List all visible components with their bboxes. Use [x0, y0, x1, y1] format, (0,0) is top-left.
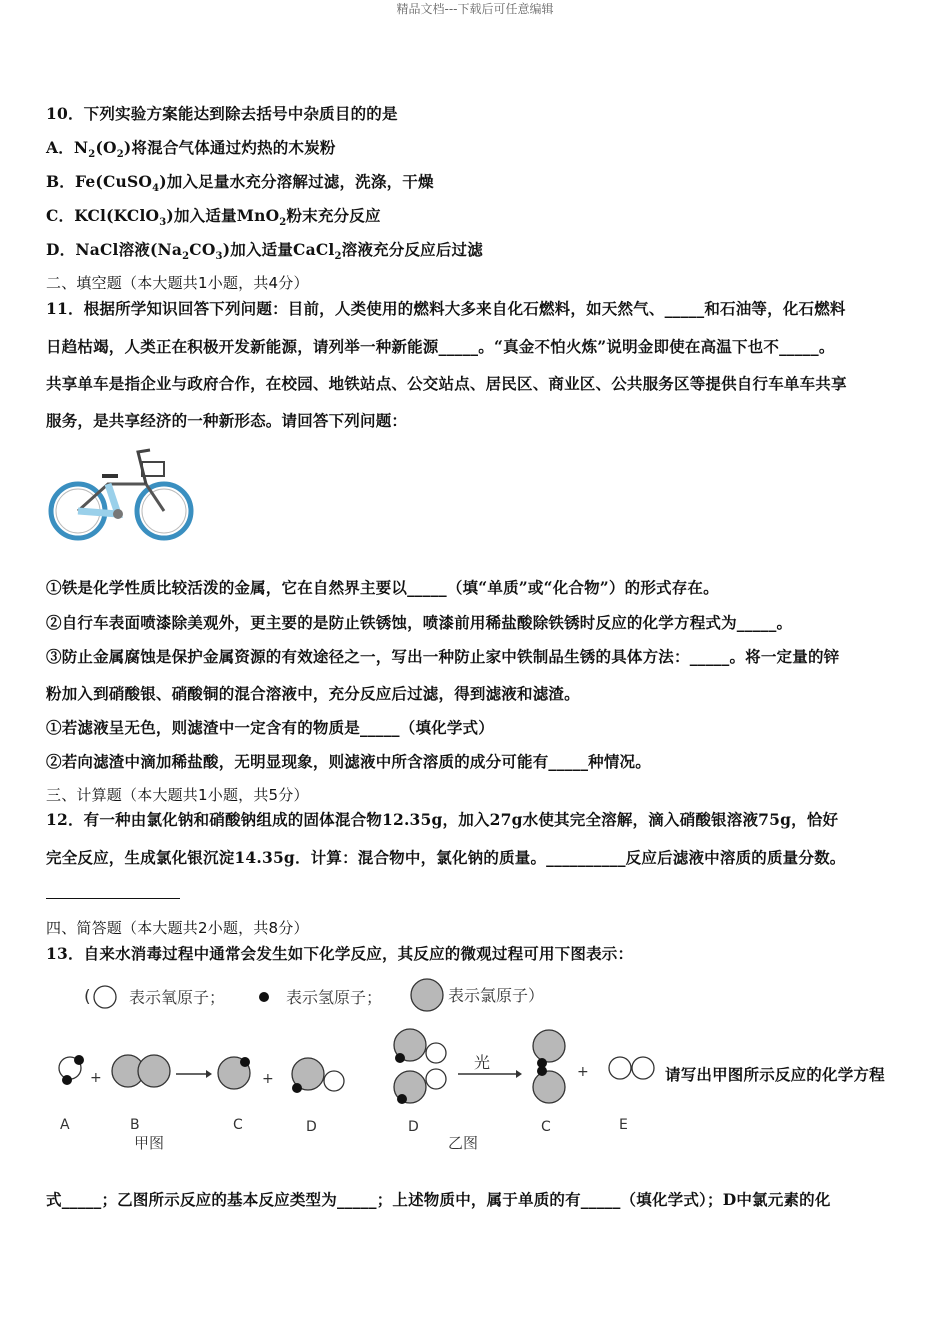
svg-text:A: A	[60, 1117, 70, 1133]
q12-line-2: 完全反应，生成氯化银沉淀14.35g．计算：混合物中，氯化钠的质量。__________反应后滤液中溶质的质量分数。	[46, 848, 846, 867]
q11-sub-4: ①若滤液呈无色，则滤渣中一定含有的物质是_____（填化学式）	[46, 718, 494, 737]
q12-line-1: 12．有一种由氯化钠和硝酸钠组成的固体混合物12.35g，加入27g水使其完全溶解，滴入硝酸银溶液75g，恰好	[46, 810, 839, 829]
q13-tail-right: 请写出甲图所示反应的化学方程	[665, 1065, 885, 1084]
section-2-title: 二、填空题（本大题共1小题，共4分）	[46, 274, 309, 292]
legend-chlorine-label: 表示氯原子）	[448, 986, 545, 1005]
q10-option-a: A．$N_2(O_2)$将混合气体通过灼热的木炭粉	[46, 138, 336, 161]
q11-sub-2: ②自行车表面喷漆除美观外，更主要的是防止铁锈蚀，喷漆前用稀盐酸除铁锈时反应的化学方程式为_____。	[46, 613, 793, 632]
light-condition: 光	[474, 1053, 491, 1072]
shared-bicycle-image	[46, 444, 196, 546]
legend-oxygen-atom	[94, 986, 116, 1008]
svg-text:C: C	[541, 1119, 551, 1135]
svg-text:D: D	[408, 1119, 419, 1135]
q11-sub-3a: ③防止金属腐蚀是保护金属资源的有效途径之一，写出一种防止家中铁制品生锈的具体方法：_____。将一定量的锌	[46, 647, 840, 666]
q11-line-2: 日趋枯竭，人类正在积极开发新能源，请列举一种新能源_____。“真金不怕火炼”说明金即使在高温下也不_____。	[46, 337, 835, 356]
section-4-title: 四、简答题（本大题共2小题，共8分）	[46, 919, 309, 937]
svg-text:+: +	[577, 1064, 589, 1080]
svg-text:+: +	[262, 1071, 274, 1087]
q11-sub-5: ②若向滤渣中滴加稀盐酸，无明显现象，则滤液中所含溶质的成分可能有_____种情况。	[46, 752, 651, 771]
page-header: 精品文档---下载后可任意编辑	[396, 2, 554, 16]
q11-line-1: 11．根据所学知识回答下列问题：目前，人类使用的燃料大多来自化石燃料，如天然气、_____和石油等，化石燃料	[46, 299, 846, 318]
legend-oxygen-label: 表示氧原子；	[129, 988, 226, 1007]
svg-text:C: C	[233, 1117, 243, 1133]
legend-chlorine-atom	[411, 979, 443, 1011]
q13-last-line: 式_____；乙图所示反应的基本反应类型为_____；上述物质中，属于单质的有_____（填化学式）；D中氯元素的化	[46, 1190, 831, 1209]
section-3-title: 三、计算题（本大题共1小题，共5分）	[46, 786, 309, 804]
legend-hydrogen-atom	[259, 992, 269, 1002]
q11-line-3: 共享单车是指企业与政府合作，在校园、地铁站点、公交站点、居民区、商业区、公共服务区等提供自行车单车共享	[46, 374, 847, 393]
q10-option-c: C．KCl(KClO$_3$)加入适量MnO$_2$粉末充分反应	[46, 206, 381, 229]
figure-yi-label: 乙图	[448, 1134, 479, 1152]
svg-text:B: B	[130, 1117, 140, 1133]
q11-sub-1: ①铁是化学性质比较活泼的金属，它在自然界主要以_____（填“单质”或“化合物”）的形式存在。	[46, 578, 719, 597]
figure-jia-label: 甲图	[134, 1134, 165, 1152]
reaction-diagram	[46, 972, 666, 1162]
q10-stem: 10．下列实验方案能达到除去括号中杂质目的的是	[46, 104, 398, 123]
answer-blank-line	[46, 898, 180, 899]
q10-option-d: D．NaCl溶液$(Na_2CO_3)$加入适量CaCl$_2$溶液充分反应后过滤	[46, 240, 483, 263]
q13-stem: 13．自来水消毒过程中通常会发生如下化学反应，其反应的微观过程可用下图表示：	[46, 944, 634, 963]
q11-sub-3b: 粉加入到硝酸银、硝酸铜的混合溶液中，充分反应后过滤，得到滤液和滤渣。	[46, 684, 580, 703]
svg-text:+: +	[90, 1070, 102, 1086]
svg-text:E: E	[619, 1117, 628, 1133]
q11-line-4: 服务，是共享经济的一种新形态。请回答下列问题：	[46, 411, 408, 430]
svg-text:(: (	[84, 987, 91, 1007]
q10-option-b: B．Fe(CuSO$_4$)加入足量水充分溶解过滤，洗涤，干燥	[46, 172, 434, 195]
svg-text:D: D	[306, 1119, 317, 1135]
legend-hydrogen-label: 表示氢原子；	[286, 988, 383, 1007]
